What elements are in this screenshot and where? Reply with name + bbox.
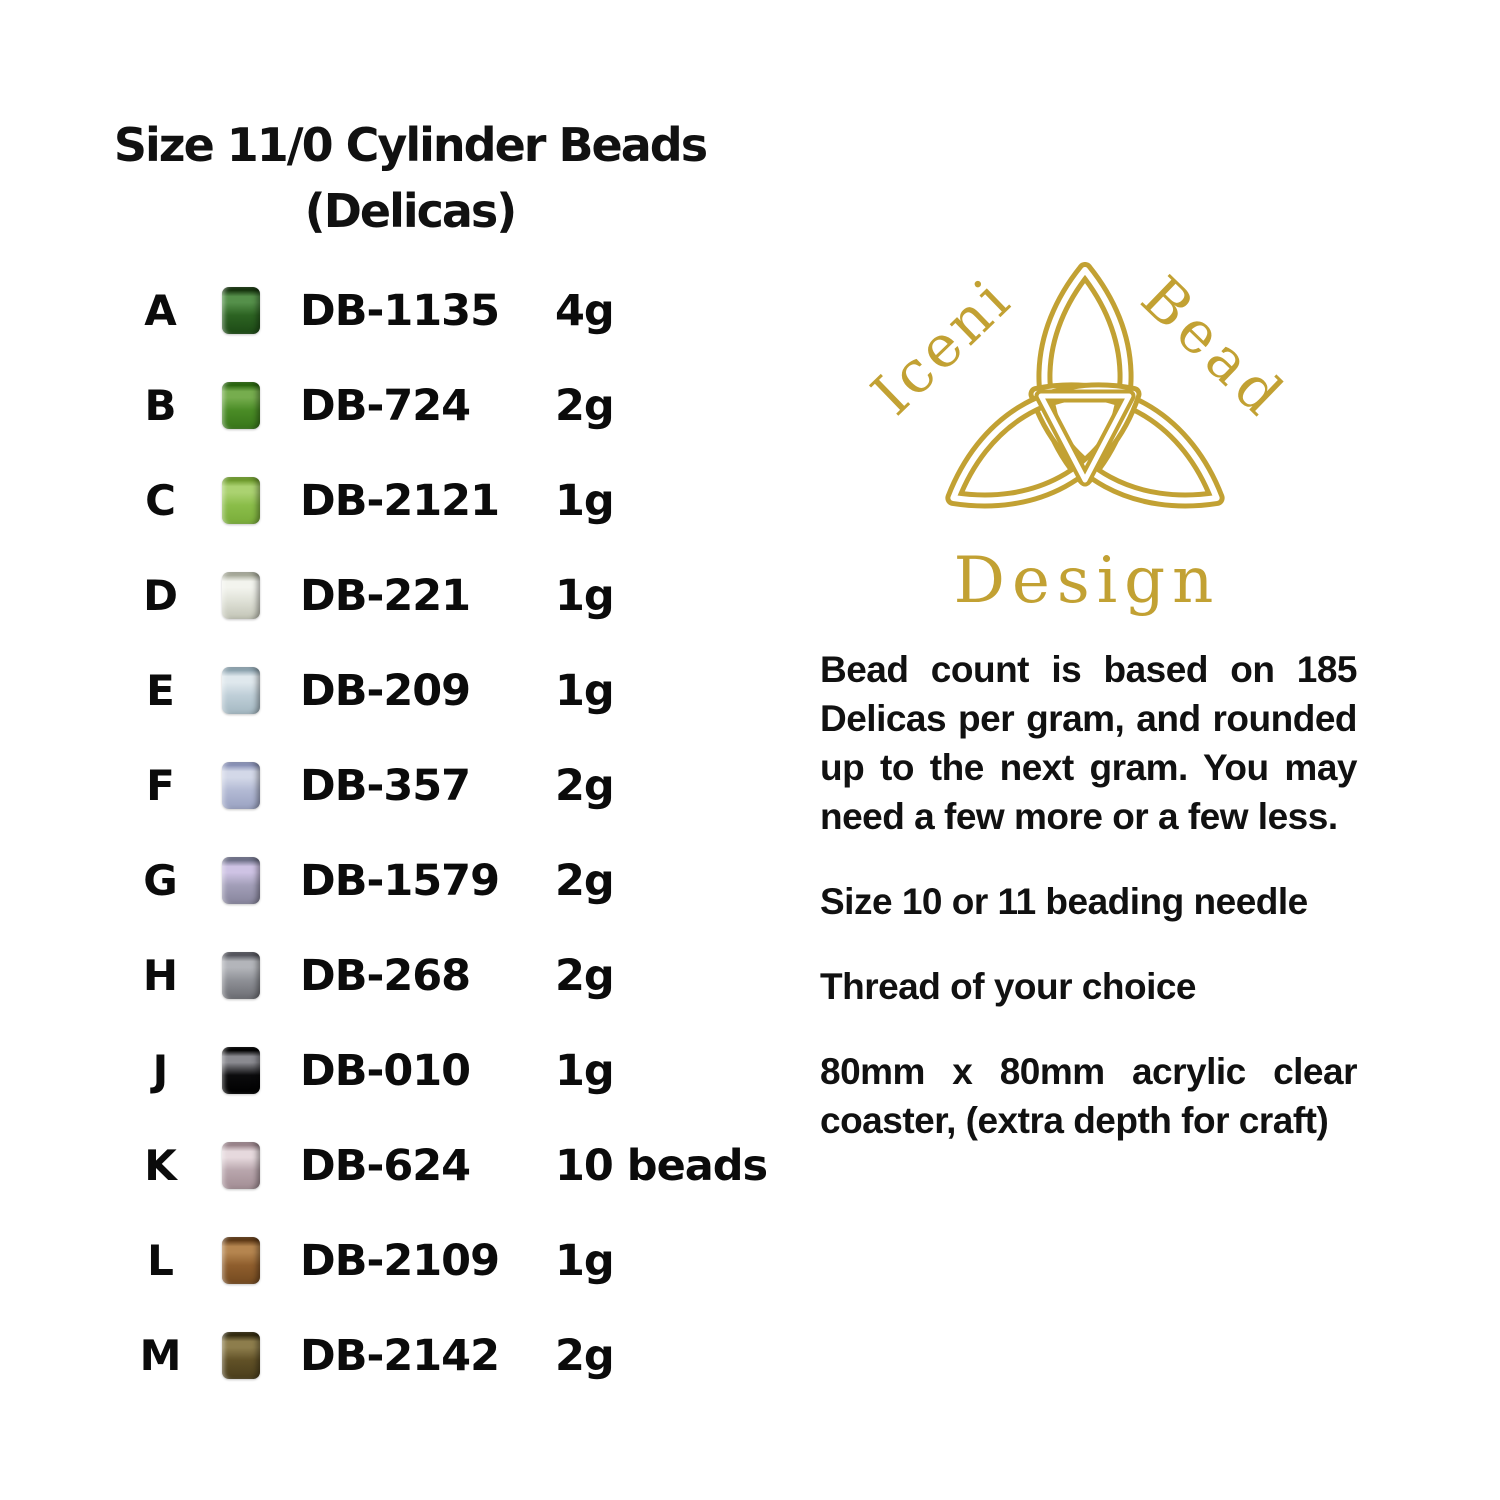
bead-code: DB-209 <box>300 665 471 716</box>
bead-letter: D <box>143 571 177 620</box>
bead-quantity: 1g <box>555 1235 614 1286</box>
bead-swatch-icon <box>222 1237 260 1284</box>
bead-swatch-icon <box>222 1047 260 1094</box>
bead-code: DB-2109 <box>300 1235 499 1286</box>
title-line-2: (Delicas) <box>304 184 516 238</box>
bead-swatch-icon <box>222 1332 260 1379</box>
bead-code: DB-624 <box>300 1140 471 1191</box>
bead-swatch-icon <box>222 477 260 524</box>
bead-row <box>120 738 780 833</box>
logo-word-iceni: Iceni <box>858 264 1025 429</box>
bead-letter: J <box>152 1046 168 1095</box>
bead-quantity: 1g <box>555 570 614 621</box>
bead-code: DB-221 <box>300 570 471 621</box>
bead-row <box>120 263 780 358</box>
bead-code: DB-724 <box>300 380 471 431</box>
bead-quantity: 4g <box>555 285 614 336</box>
bead-quantity: 1g <box>555 665 614 716</box>
bead-code: DB-357 <box>300 760 471 811</box>
bead-swatch-icon <box>222 857 260 904</box>
bead-row <box>120 1213 780 1308</box>
bead-code: DB-268 <box>300 950 471 1001</box>
bead-quantity: 2g <box>555 950 614 1001</box>
note-thread: Thread of your choice <box>820 966 1197 1007</box>
bead-code: DB-1579 <box>300 855 499 906</box>
bead-letter: L <box>147 1236 173 1285</box>
bead-swatch-icon <box>222 952 260 999</box>
bead-code: DB-2121 <box>300 475 499 526</box>
bead-letter: B <box>144 381 176 430</box>
logo-word-bead: Bead <box>1128 263 1300 433</box>
note-needle-size: Size 10 or 11 beading needle <box>820 881 1308 922</box>
bead-row <box>120 1118 780 1213</box>
bead-swatch-icon <box>222 667 260 714</box>
bead-swatch-icon <box>222 762 260 809</box>
bead-swatch-icon <box>222 1142 260 1189</box>
bead-row <box>120 548 780 643</box>
bead-row <box>120 928 780 1023</box>
bead-letter: E <box>146 666 174 715</box>
bead-quantity: 1g <box>555 475 614 526</box>
bead-letter: F <box>146 761 174 810</box>
bead-quantity: 2g <box>555 760 614 811</box>
bead-swatch-icon <box>222 382 260 429</box>
page-title <box>80 112 740 244</box>
brand-logo <box>850 250 1340 650</box>
bead-list <box>120 263 780 1403</box>
note-coaster: 80mm x 80mm acrylic clear coaster, (extra depth for craft) <box>820 1051 1357 1141</box>
note-bead-count: Bead count is based on 185 Delicas per gram, and rounded up to the next gram. You may need a few more or a few less. <box>820 649 1357 837</box>
bead-swatch-icon <box>222 287 260 334</box>
bead-quantity: 1g <box>555 1045 614 1096</box>
bead-row <box>120 1308 780 1403</box>
bead-letter: K <box>144 1141 176 1190</box>
bead-letter: H <box>142 951 178 1000</box>
bead-letter: G <box>143 856 177 905</box>
bead-row <box>120 1023 780 1118</box>
notes-panel <box>820 645 1357 1145</box>
bead-code: DB-2142 <box>300 1330 499 1381</box>
celtic-knot-logo <box>850 250 1340 650</box>
bead-swatch-icon <box>222 572 260 619</box>
bead-quantity: 10 beads <box>555 1140 768 1191</box>
bead-row <box>120 833 780 928</box>
bead-row <box>120 358 780 453</box>
bead-letter: C <box>145 476 175 525</box>
bead-letter: A <box>144 286 176 335</box>
bead-quantity: 2g <box>555 855 614 906</box>
bead-quantity: 2g <box>555 380 614 431</box>
bead-code: DB-010 <box>300 1045 471 1096</box>
bead-code: DB-1135 <box>300 285 499 336</box>
bead-row <box>120 643 780 738</box>
bead-quantity: 2g <box>555 1330 614 1381</box>
logo-word-design: Design <box>953 544 1221 618</box>
bead-letter: M <box>139 1331 181 1380</box>
bead-row <box>120 453 780 548</box>
title-line-1: Size 11/0 Cylinder Beads <box>113 118 707 172</box>
